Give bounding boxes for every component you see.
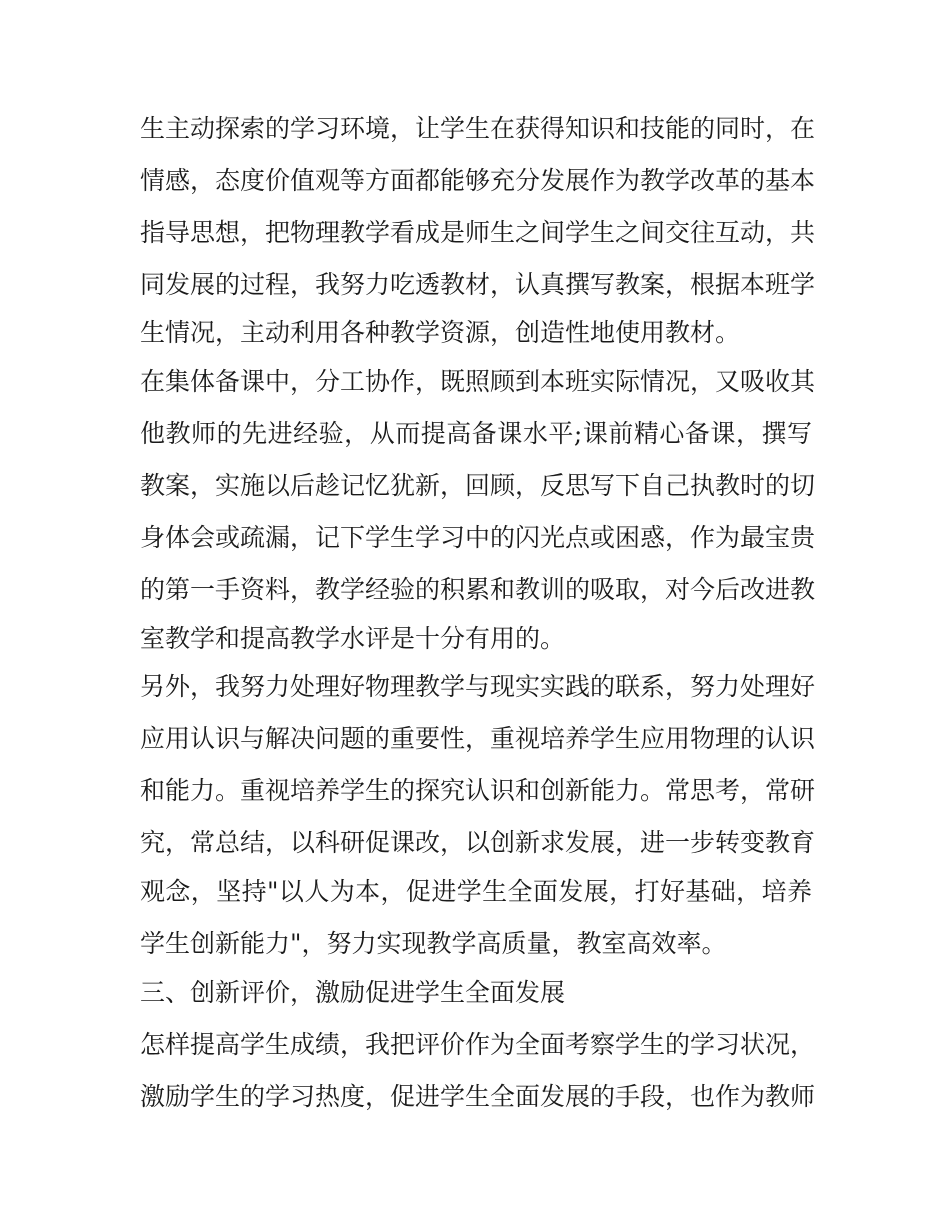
text-line: 怎样提高学生成绩，我把评价作为全面考察学生的学习状况， xyxy=(140,1030,816,1059)
text-line: 观念，坚持"以人为本，促进学生全面发展，打好基础，培养 xyxy=(140,877,812,906)
text-line: 生主动探索的学习环境，让学生在获得知识和技能的同时，在 xyxy=(140,114,816,143)
text-line: 同发展的过程，我努力吃透教材，认真撰写教案，根据本班学 xyxy=(140,270,816,299)
text-line: 另外，我努力处理好物理教学与现实实践的联系，努力处理好 xyxy=(140,672,816,701)
text-line: 在集体备课中，分工协作，既照顾到本班实际情况，又吸收其 xyxy=(140,367,816,396)
text-line: 学生创新能力"，努力实现教学高质量，教室高效率。 xyxy=(140,929,727,958)
text-line: 究，常总结，以科研促课改，以创新求发展，进一步转变教育 xyxy=(140,828,816,857)
text-line: 应用认识与解决问题的重要性，重视培养学生应用物理的认识 xyxy=(140,724,816,753)
text-line: 激励学生的学习热度，促进学生全面发展的手段，也作为教师 xyxy=(140,1082,816,1111)
text-line: 的第一手资料，教学经验的积累和教训的吸取，对今后改进教 xyxy=(140,575,816,604)
text-line: 生情况，主动利用各种教学资源，创造性地使用教材。 xyxy=(140,318,741,347)
text-line: 他教师的先进经验，从而提高备课水平;课前精心备课，撰写 xyxy=(140,419,812,448)
text-line: 和能力。重视培养学生的探究认识和创新能力。常思考，常研 xyxy=(140,776,816,805)
text-line: 身体会或疏漏，记下学生学习中的闪光点或困惑，作为最宝贵 xyxy=(140,523,816,552)
text-line: 室教学和提高教学水评是十分有用的。 xyxy=(140,624,566,653)
text-line: 情感，态度价值观等方面都能够充分发展作为教学改革的基本 xyxy=(140,166,816,195)
text-line: 指导思想，把物理教学看成是师生之间学生之间交往互动，共 xyxy=(140,218,816,247)
text-line: 教案，实施以后趁记忆犹新，回顾，反思写下自己执教时的切 xyxy=(140,471,816,500)
section-heading: 三、创新评价，激励促进学生全面发展 xyxy=(140,978,566,1007)
